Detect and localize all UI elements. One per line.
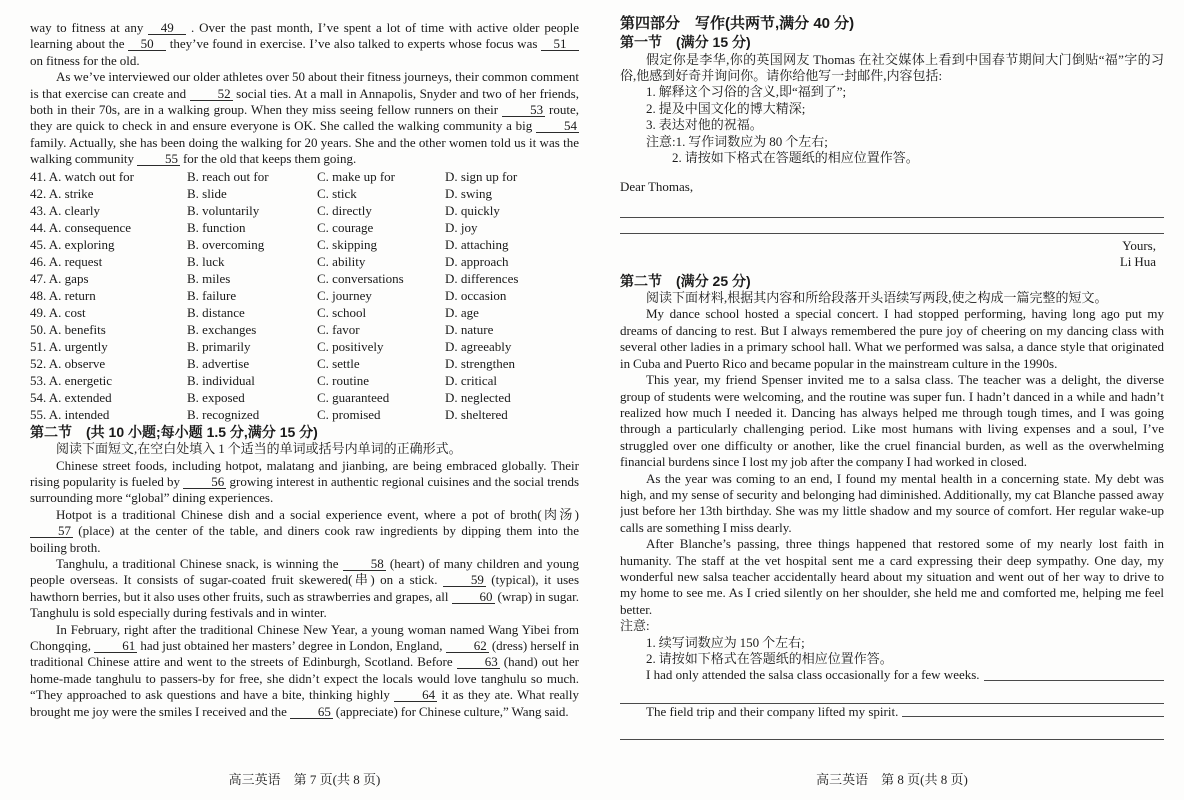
answer-line — [620, 684, 1164, 704]
option-47-d: D. differences — [445, 270, 519, 286]
option-48-d: D. occasion — [445, 287, 507, 303]
option-53-d: D. critical — [445, 372, 497, 388]
page-footer: 高三英语 第 7 页(共 8 页) — [228, 772, 381, 787]
options-row-52 — [30, 355, 579, 372]
option-49-d: D. age — [445, 304, 479, 320]
paragraph: This year, my friend Spenser invited me to a salsa class. The teacher was a delight, the diverse group of students were welcoming, and the routine was super fun. I hadn’t danced in a while and hadn’t realized how much I needed it. Dancing has always helped me through tough times, and I was going through a particularly challenging period. Like most humans with living expenses and a soul, I’ve struggled over one difficulty or another, like the cruel financial burden, as well as the overwhelming financial burdens since I lost my job after the company I had worked in closed. — [620, 372, 1164, 470]
page-footer: 高三英语 第 8 页(共 8 页) — [816, 772, 968, 787]
letter-signature: Li Hua — [1119, 254, 1156, 270]
option-53-c: C. routine — [317, 372, 369, 388]
starter-text: I had only attended the salsa class occasionally for a few weeks. — [646, 667, 980, 683]
option-53-a: 53. A. energetic — [30, 372, 113, 388]
gapfill-passage — [30, 458, 579, 721]
options-row-49 — [30, 304, 579, 321]
option-45-b: B. overcoming — [187, 236, 265, 252]
option-44-a: 44. A. consequence — [30, 219, 132, 235]
section2-instruction: 阅读下面材料,根据其内容和所给段落开头语续写两段,使之构成一篇完整的短文。 — [646, 290, 1108, 306]
section2-heading: 第二节 (共 10 小题;每小题 1.5 分,满分 15 分) — [30, 423, 318, 440]
options-row-41 — [30, 168, 579, 185]
options-row-42 — [30, 185, 579, 202]
option-42-c: C. stick — [317, 185, 357, 201]
letter-salutation: Dear Thomas, — [620, 179, 694, 195]
option-41-b: B. reach out for — [187, 168, 269, 184]
section1-prompt: 假定你是李华,你的英国网友 Thomas 在社交媒体上看到中国春节期间大门倒贴“福”字的习俗,他感到好奇并询问你。请你给他写一封邮件,内容包括: — [620, 51, 1164, 83]
options-row-51 — [30, 338, 579, 355]
option-43-c: C. directly — [317, 202, 372, 218]
option-44-b: B. function — [187, 219, 246, 235]
answer-line — [620, 218, 1164, 234]
answer-line — [902, 716, 1164, 717]
options-row-53 — [30, 372, 579, 389]
section2-heading: 第二节 (满分 25 分) — [620, 272, 751, 289]
option-54-d: D. neglected — [445, 389, 511, 405]
option-54-b: B. exposed — [187, 389, 245, 405]
option-51-d: D. agreeably — [445, 338, 512, 354]
blank-60: 60 — [452, 590, 495, 604]
blank-57: 57 — [30, 524, 73, 538]
option-47-c: C. conversations — [317, 270, 404, 286]
paragraph: As we’ve interviewed our older athletes over 50 about their fitness journeys, their common comment is that exercise can create and 52 social ties. At a mall in Annapolis, Snyder and two of her friends, both in their 70s, are in a walking group. When they miss seeing fellow runners on their 53 route, they are quick to check in and ensure everyone is OK. She called the walking community a big 54 family. Actually, she has been doing the walking for 20 years. She and the other women told us it was the walking community 55 for the old that keeps them going. — [30, 69, 579, 167]
option-46-c: C. ability — [317, 253, 366, 269]
option-41-d: D. sign up for — [445, 168, 518, 184]
options-row-46 — [30, 253, 579, 270]
option-41-a: 41. A. watch out for — [30, 168, 134, 184]
options-table — [30, 168, 579, 423]
options-row-43 — [30, 202, 579, 219]
paragraph: In February, right after the traditional Chinese New Year, a young woman named Wang Yibei from Chongqing, 61 had just obtained her masters’ degree in London, England, 62 (dress) herself in traditional Chinese attire and went to the streets of Edinburgh, Scotland. Before 63 (hand) out her home-made tanghulu to passers-by for free, she didn’t expect the locals would love tanghulu so much. “They approached to ask questions and have a bite, thinking highly 64 it as they ate. What really brought me joy were the smiles I received and the 65 (appreciate) for Chinese culture,” Wang said. — [30, 621, 579, 719]
notes-label: 注意: — [620, 618, 650, 634]
page-8 — [620, 0, 1164, 800]
blank-55: 55 — [137, 152, 180, 166]
option-52-b: B. advertise — [187, 355, 250, 371]
option-42-b: B. slide — [187, 185, 227, 201]
notes-list — [620, 635, 1164, 668]
options-row-44 — [30, 219, 579, 236]
blank-52: 52 — [190, 87, 233, 101]
option-41-c: C. make up for — [317, 168, 395, 184]
section1-note-1: 注意:1. 写作词数应为 80 个左右; — [646, 133, 828, 149]
option-43-b: B. voluntarily — [187, 202, 260, 218]
page-7 — [30, 0, 579, 800]
section2-instruction: 阅读下面短文,在空白处填入 1 个适当的单词或括号内单词的正确形式。 — [56, 441, 462, 457]
paragraph: Chinese street foods, including hotpot, malatang and jianbing, are being embraced globally. Their rising popularity is fueled by 56 growing interest in authentic regional cuisines and the social trends surrounding more “global” dining experiences. — [30, 457, 579, 506]
option-55-a: 55. A. intended — [30, 406, 110, 422]
section1-note-2: 2. 请按如下格式在答题纸的相应位置作答。 — [672, 149, 919, 165]
option-45-a: 45. A. exploring — [30, 236, 115, 252]
option-46-d: D. approach — [445, 253, 509, 269]
letter-closing: Yours, — [1122, 237, 1156, 253]
option-46-b: B. luck — [187, 253, 225, 269]
option-50-a: 50. A. benefits — [30, 321, 106, 337]
continuation-starter-1 — [620, 667, 1164, 683]
paragraph: way to fitness at any 49 . Over the past month, I’ve spent a lot of time with active older people learning about the 50 they’ve found in exercise. I’ve also talked to experts whose focus was 51 on fitness for the old. — [30, 20, 579, 68]
option-42-d: D. swing — [445, 185, 492, 201]
writing-points — [620, 84, 1164, 133]
options-row-45 — [30, 236, 579, 253]
option-49-a: 49. A. cost — [30, 304, 86, 320]
cloze-passage — [30, 20, 579, 168]
option-51-c: C. positively — [317, 338, 384, 354]
option-48-b: B. failure — [187, 287, 237, 303]
option-51-a: 51. A. urgently — [30, 338, 108, 354]
part4-heading: 第四部分 写作(共两节,满分 40 分) — [620, 15, 855, 32]
option-54-c: C. guaranteed — [317, 389, 390, 405]
option-50-d: D. nature — [445, 321, 494, 337]
starter-text: The field trip and their company lifted my spirit. — [646, 703, 899, 719]
story-passage — [620, 306, 1164, 618]
blank-65: 65 — [290, 705, 333, 719]
blank-51: 51 — [541, 37, 579, 51]
list-item: 2. 提及中国文化的博大精深; — [646, 100, 806, 116]
option-47-b: B. miles — [187, 270, 231, 286]
option-49-b: B. distance — [187, 304, 245, 320]
blank-50: 50 — [128, 37, 166, 51]
option-43-d: D. quickly — [445, 202, 500, 218]
paragraph: After Blanche’s passing, three things happened that restored some of my nearly lost faith in humanity. The staff at the vet hospital sent me a card expressing their deep sympathy. One day, my wonderful new salsa teacher accidentally heard about my situation and went out of her way to drive to my home to see me. As I cried silently on her shoulder, she held me and comforted me, helping me feel better. — [620, 536, 1164, 617]
option-46-a: 46. A. request — [30, 253, 103, 269]
paragraph: My dance school hosted a special concert. I had stopped performing, having long ago put my dreams of dancing to rest. But I always remembered the pure joy of cheering on my dancing class with several other ladies in a primary school hall. What we performed was salsa, a dance style that originated in Cuba and Puerto Rico and became popular in the mainstream culture in the 1990s. — [620, 306, 1164, 371]
option-52-d: D. strengthen — [445, 355, 516, 371]
option-54-a: 54. A. extended — [30, 389, 112, 405]
paragraph: Tanghulu, a traditional Chinese snack, is winning the 58 (heart) of many children and young people overseas. It consists of sugar-coated fruit skewered(串) on a stick. 59 (typical), it uses hawthorn berries, but it also uses other fruits, such as strawberries and grapes, all 60 (wrap) in sugar. Tanghulu is sold especially during festivals and in winter. — [30, 556, 579, 621]
answer-line — [620, 196, 1164, 218]
option-52-a: 52. A. observe — [30, 355, 106, 371]
option-53-b: B. individual — [187, 372, 255, 388]
blank-61: 61 — [94, 639, 137, 653]
option-47-a: 47. A. gaps — [30, 270, 89, 286]
option-51-b: B. primarily — [187, 338, 251, 354]
option-42-a: 42. A. strike — [30, 185, 94, 201]
list-item: 1. 续写词数应为 150 个左右; — [646, 634, 805, 650]
option-55-d: D. sheltered — [445, 406, 508, 422]
options-row-55 — [30, 406, 579, 423]
options-row-50 — [30, 321, 579, 338]
list-item: 1. 解释这个习俗的含义,即“福到了”; — [646, 84, 847, 100]
paragraph: Hotpot is a traditional Chinese dish and a social experience event, where a pot of broth(肉汤) 57 (place) at the center of the table, and diners cook raw ingredients by dipping them into the boiling broth. — [30, 506, 579, 555]
list-item: 3. 表达对他的祝福。 — [646, 117, 763, 133]
blank-62: 62 — [446, 639, 489, 653]
options-row-54 — [30, 389, 579, 406]
blank-59: 59 — [443, 573, 486, 587]
blank-56: 56 — [183, 475, 226, 489]
answer-line — [620, 720, 1164, 740]
continuation-starter-2 — [620, 704, 1164, 720]
list-item: 2. 请按如下格式在答题纸的相应位置作答。 — [646, 651, 893, 666]
option-49-c: C. school — [317, 304, 367, 320]
blank-63: 63 — [457, 655, 500, 669]
option-45-d: D. attaching — [445, 236, 509, 252]
option-50-b: B. exchanges — [187, 321, 257, 337]
option-44-c: C. courage — [317, 219, 374, 235]
blank-54: 54 — [536, 119, 579, 133]
option-48-a: 48. A. return — [30, 287, 96, 303]
option-50-c: C. favor — [317, 321, 360, 337]
blank-53: 53 — [502, 103, 545, 117]
option-52-c: C. settle — [317, 355, 360, 371]
option-55-b: B. recognized — [187, 406, 260, 422]
answer-line — [984, 680, 1164, 681]
section1-heading: 第一节 (满分 15 分) — [620, 34, 751, 50]
option-45-c: C. skipping — [317, 236, 377, 252]
options-row-47 — [30, 270, 579, 287]
option-55-c: C. promised — [317, 406, 381, 422]
option-44-d: D. joy — [445, 219, 478, 235]
option-43-a: 43. A. clearly — [30, 202, 101, 218]
paragraph: As the year was coming to an end, I found my mental health in a concerning state. My debt was high, and my sense of security and belonging had diminished. Additionally, my cat Blanche passed away just before her 13th birthday. She was my little shadow and my source of comfort. Her regular wake-up calls are something I miss dearly. — [620, 470, 1164, 535]
options-row-48 — [30, 287, 579, 304]
blank-58: 58 — [343, 557, 386, 571]
blank-64: 64 — [394, 688, 437, 702]
blank-49: 49 — [148, 21, 186, 35]
option-48-c: C. journey — [317, 287, 372, 303]
